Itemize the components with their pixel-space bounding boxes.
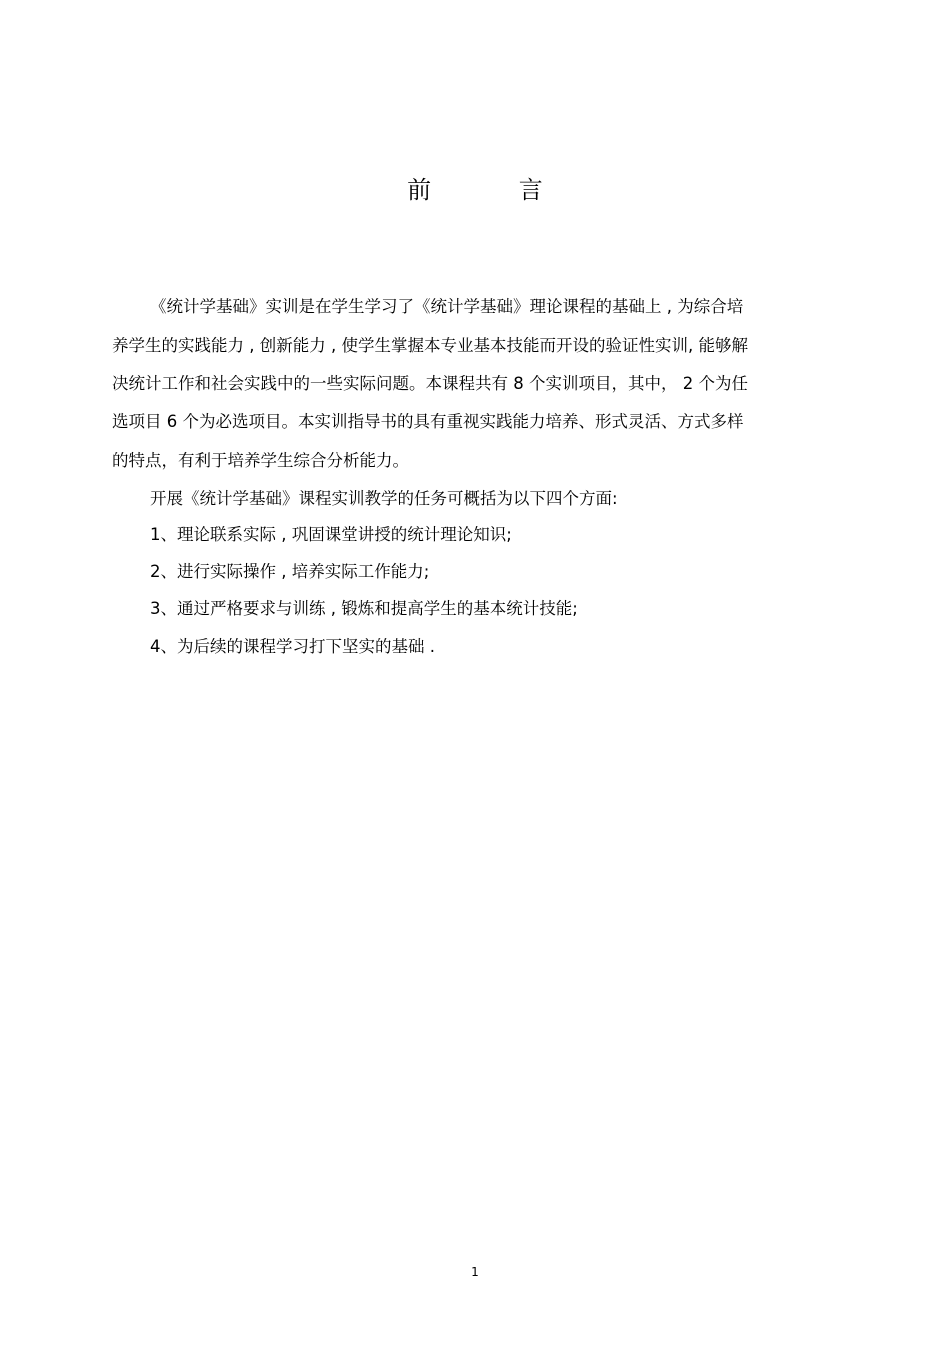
task-item: 3、通过严格要求与训练 , 锻炼和提高学生的基本统计技能; bbox=[150, 599, 578, 618]
task-item: 2、进行实际操作 , 培养实际工作能力; bbox=[150, 562, 430, 581]
paragraph-line: 《统计学基础》实训是在学生学习了《统计学基础》理论课程的基础上 , 为综合培 bbox=[150, 297, 744, 316]
task-item: 1、理论联系实际 , 巩固课堂讲授的统计理论知识; bbox=[150, 525, 512, 544]
paragraph-line: 选项目 6 个为必选项目。本实训指导书的具有重视实践能力培养、形式灵活、方式多样 bbox=[112, 412, 744, 431]
paragraph-tasks-intro: 开展《统计学基础》课程实训教学的任务可概括为以下四个方面: bbox=[150, 489, 618, 508]
task-item: 4、为后续的课程学习打下坚实的基础 . bbox=[150, 637, 435, 656]
paragraph-line: 的特点，有利于培养学生综合分析能力。 bbox=[112, 451, 409, 470]
page-number: 1 bbox=[471, 1265, 479, 1279]
page-title: 前 言 bbox=[407, 176, 583, 204]
paragraph-line: 决统计工作和社会实践中的一些实际问题。本课程共有 8 个实训项目，其中， 2 个为任 bbox=[112, 374, 748, 393]
paragraph-line: 养学生的实践能力 , 创新能力 , 使学生掌握本专业基本技能而开设的验证性实训, 能够解 bbox=[112, 336, 748, 355]
